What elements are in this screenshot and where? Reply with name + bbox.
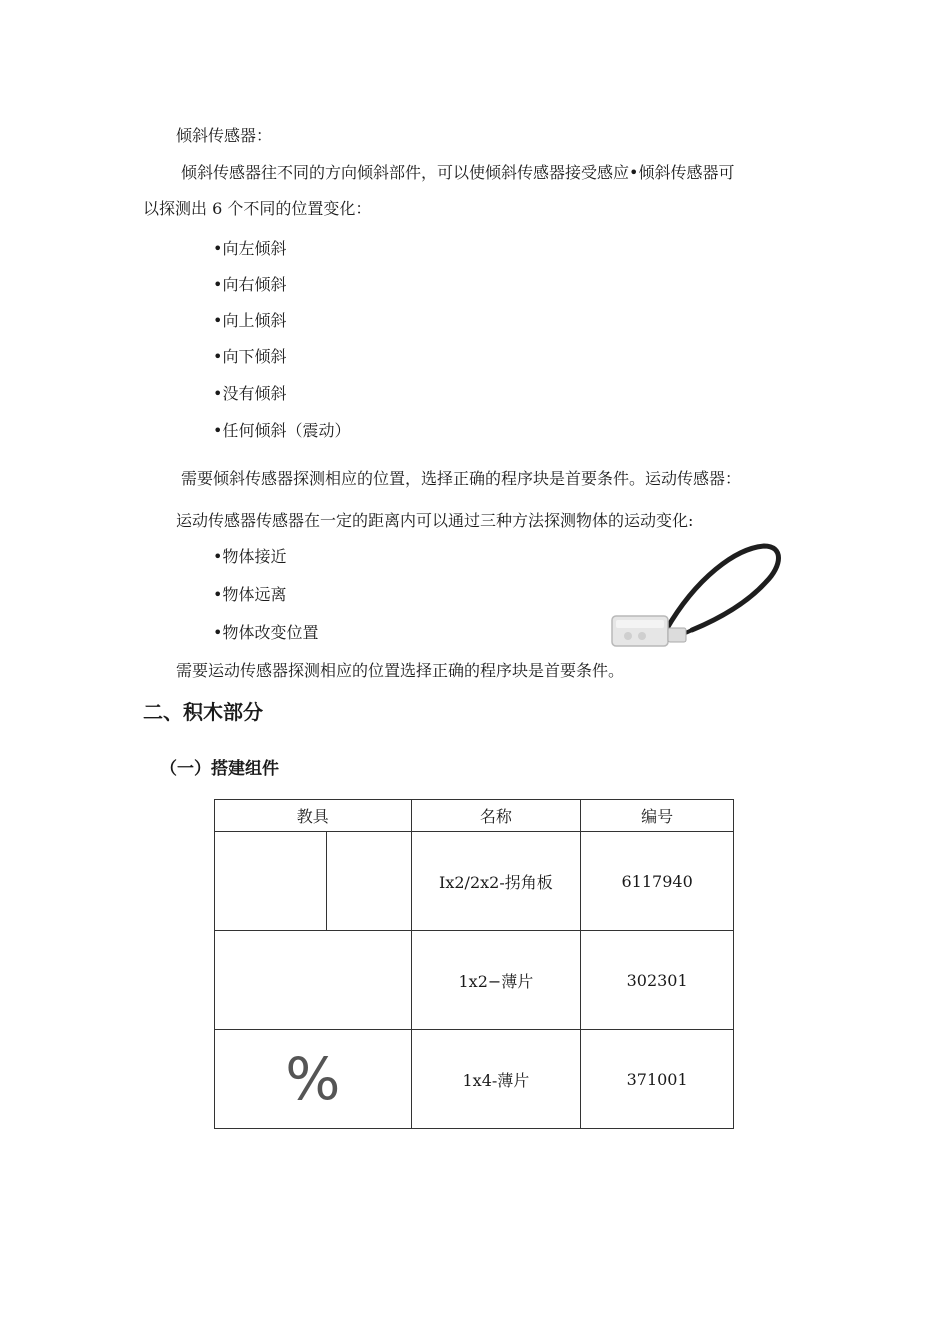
tilt-paragraph-line2: 以探测出 6 个不同的位置变化：: [143, 199, 372, 218]
tilt-paragraph-line1: 倾斜传感器往不同的方向倾斜部件，可以使倾斜传感器接受感应•倾斜传感器可: [181, 163, 735, 182]
table-row: [215, 1030, 734, 1129]
part-code: 302301: [581, 931, 734, 1030]
table-header-row: [215, 800, 734, 832]
header-code: 编号: [581, 800, 734, 832]
table-row: [215, 931, 734, 1030]
part-name: 1x4-薄片: [411, 1030, 581, 1129]
list-item: •向上倾斜: [213, 311, 287, 330]
list-item: •物体改变位置: [213, 623, 319, 642]
list-item: •向左倾斜: [213, 239, 287, 258]
tool-image-cell: [215, 832, 327, 931]
list-item: •物体远离: [213, 585, 287, 604]
list-item: •物体接近: [213, 547, 287, 566]
motion-intro: 运动传感器传感器在一定的距离内可以通过三种方法探测物体的运动变化:: [176, 511, 694, 530]
table-row: [215, 832, 734, 931]
list-item: •没有倾斜: [213, 384, 287, 403]
parts-table: [214, 799, 734, 1129]
part-name: Ix2/2x2-拐角板: [411, 832, 581, 931]
header-name: 名称: [411, 800, 581, 832]
section-title: 二、积木部分: [143, 700, 263, 724]
tool-image-cell: [326, 832, 411, 931]
part-glyph: %: [285, 1045, 341, 1113]
tool-image-cell: [215, 931, 412, 1030]
list-item: •向右倾斜: [213, 275, 287, 294]
motion-sensor-image: [606, 538, 786, 654]
list-item: •任何倾斜（震动）: [213, 421, 351, 440]
part-name: 1x2−薄片: [411, 931, 581, 1030]
part-code: 6117940: [581, 832, 734, 931]
motion-conclusion: 需要运动传感器探测相应的位置选择正确的程序块是首要条件。: [176, 661, 625, 680]
tool-image-cell: [215, 1030, 412, 1129]
subsection-title: （一）搭建组件: [160, 759, 279, 779]
tilt-heading: 倾斜传感器：: [176, 126, 273, 145]
tilt-conclusion: 需要倾斜传感器探测相应的位置，选择正确的程序块是首要条件。运动传感器：: [181, 469, 742, 488]
part-code: 371001: [581, 1030, 734, 1129]
list-item: •向下倾斜: [213, 347, 287, 366]
header-tool: 教具: [215, 800, 412, 832]
